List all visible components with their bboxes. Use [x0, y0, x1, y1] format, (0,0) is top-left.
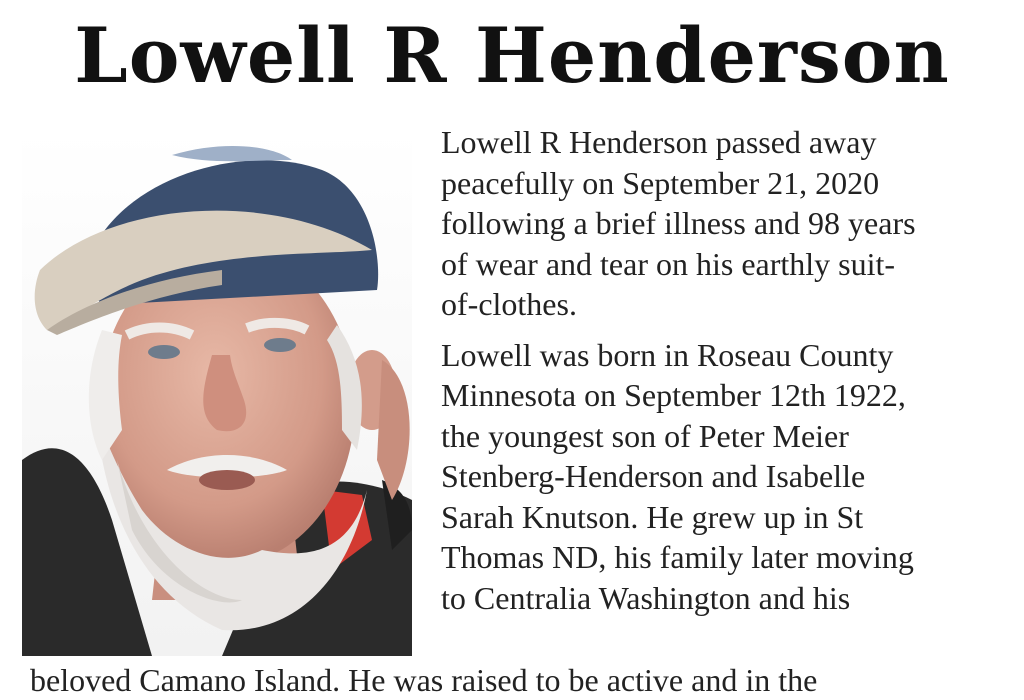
paragraph-2 — [441, 335, 1011, 619]
text-line: Lowell R Henderson passed away — [441, 124, 877, 160]
obituary-body — [441, 122, 1011, 628]
text-line: the youngest son of Peter Meier — [441, 417, 849, 454]
text-line: Sarah Knutson. He grew up in St — [441, 498, 864, 535]
text-line: Thomas ND, his family later moving — [441, 539, 914, 575]
text-line: of wear and tear on his earthly suit- — [441, 245, 896, 282]
text-line: peacefully on September 21, 2020 — [441, 164, 880, 201]
obituary-title: Lowell R Henderson — [74, 11, 950, 100]
cut-off-text-line: beloved Camano Island. He was raised to be active and in the — [30, 662, 818, 698]
portrait-photo — [22, 130, 412, 656]
text-line: Stenberg-Henderson and Isabelle — [441, 458, 866, 494]
text-line: of-clothes. — [441, 286, 577, 322]
text-line: following a brief illness and 98 years — [441, 205, 916, 241]
text-line: Minnesota on September 12th 1922, — [441, 377, 906, 413]
text-line: Lowell was born in Roseau County — [441, 336, 894, 373]
paragraph-1 — [441, 122, 1011, 325]
text-line: to Centralia Washington and his — [441, 579, 851, 616]
